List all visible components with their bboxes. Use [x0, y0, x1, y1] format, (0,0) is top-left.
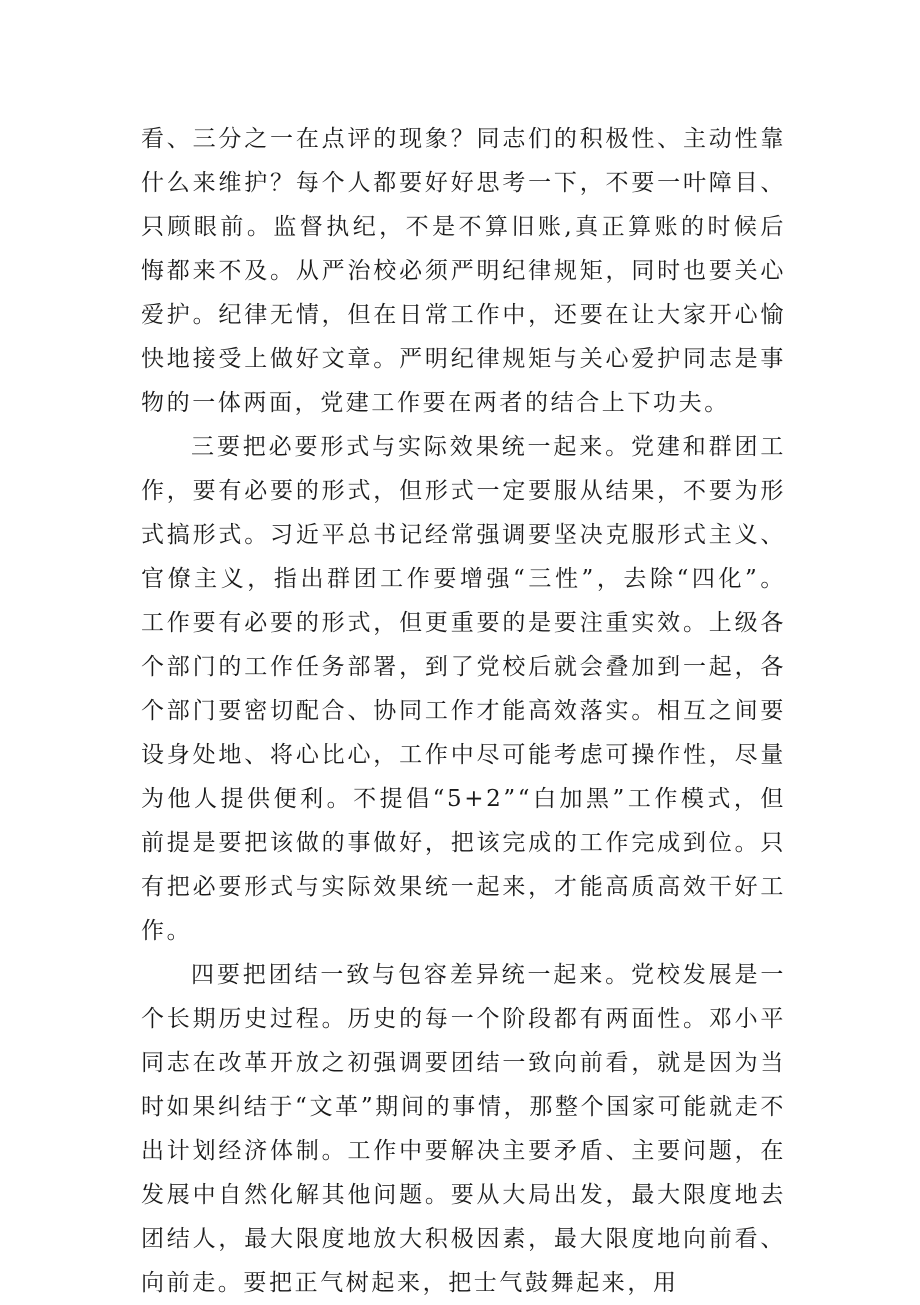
paragraph-2: 三要把必要形式与实际效果统一起来。党建和群团工作，要有必要的形式，但形式一定要服从结果，不要为形式搞形式。习近平总书记经常强调要坚决克服形式主义、官僚主义，指出群团工作要增强“三性”，去除“四化”。工作要有必要的形式，但更重要的是要注重实效。上级各个部门的工作任务部署，到了党校后就会叠加到一起，各个部门要密切配合、协同工作才能高效落实。相互之间要设身处地、将心比心，工作中尽可能考虑可操作性，尽量为他人提供便利。不提倡“5+2”“白加黑”工作模式，但前提是要把该做的事做好，把该完成的工作完成到位。只有把必要形式与实际效果统一起来，才能高质高效干好工作。 — [141, 434, 786, 944]
document-body — [141, 117, 786, 1305]
paragraph-1: 看、三分之一在点评的现象？同志们的积极性、主动性靠什么来维护？每个人都要好好思考一下，不要一叶障目、只顾眼前。监督执纪，不是不算旧账,真正算账的时候后悔都来不及。从严治校必须严明纪律规矩，同时也要关心爱护。纪律无情，但在日常工作中，还要在让大家开心愉快地接受上做好文章。严明纪律规矩与关心爱护同志是事物的一体两面，党建工作要在两者的结合上下功夫。 — [141, 126, 786, 416]
paragraph-3: 四要把团结一致与包容差异统一起来。党校发展是一个长期历史过程。历史的每一个阶段都有两面性。邓小平同志在改革开放之初强调要团结一致向前看，就是因为当时如果纠结于“文革”期间的事情，那整个国家可能就走不出计划经济体制。工作中要解决主要矛盾、主要问题，在发展中自然化解其他问题。要从大局出发，最大限度地去团结人，最大限度地放大积极因素，最大限度地向前看、向前走。要把正气树起来，把士气鼓舞起来，用 — [141, 962, 786, 1296]
